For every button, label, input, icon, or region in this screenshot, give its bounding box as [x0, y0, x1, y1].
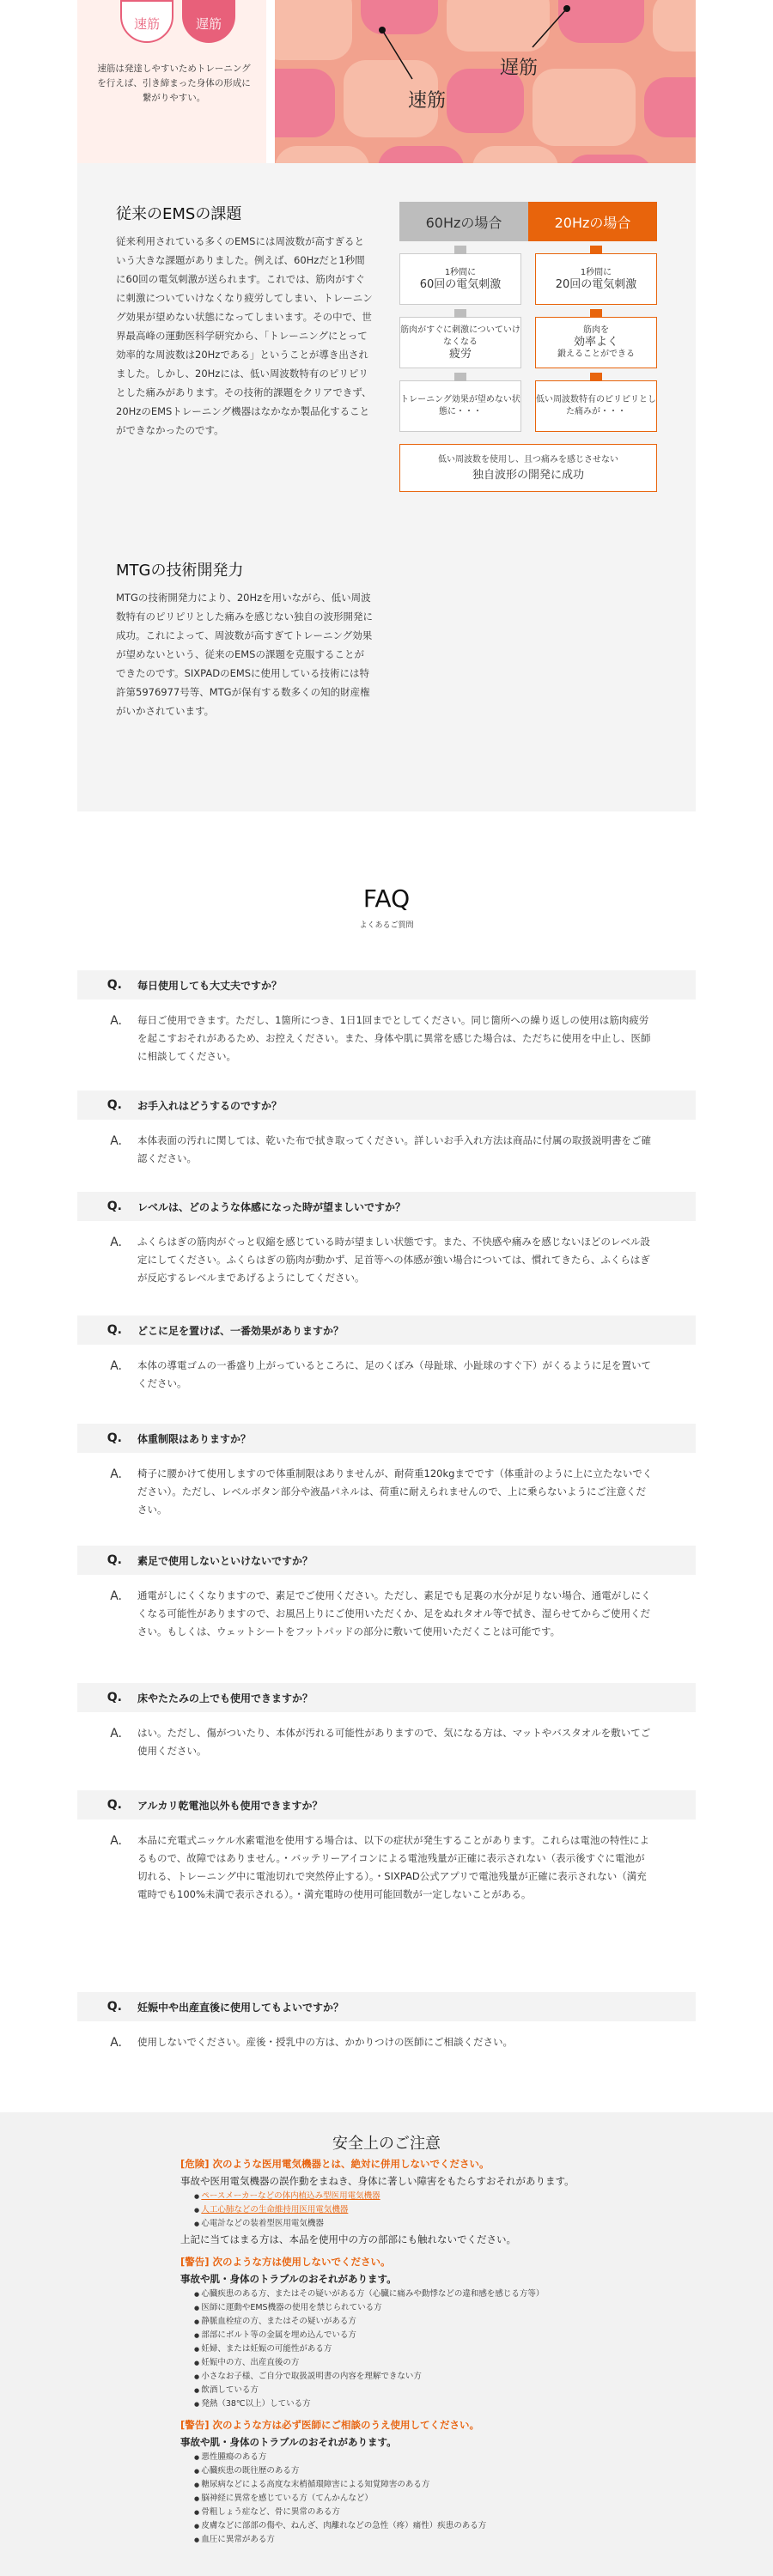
pointer-lines: [275, 0, 696, 163]
danger-note: 上記に当てはまる方は、本品を使用中の方の部部にも触れないでください。: [180, 2233, 516, 2245]
faq-item: [77, 1546, 696, 1641]
faq-question[interactable]: Q. 床やたたみの上でも使用できますか？: [77, 1683, 696, 1712]
warning-item: ● 脳神経に異常を感じている方（てんかんなど）: [194, 2492, 601, 2506]
result-box: 低い周波数を使用し、且つ痛みを感じさせない 独自波形の開発に成功: [399, 444, 657, 492]
warning-subheading-1: 事故や肌・身体のトラブルのおそれがあります。: [180, 2273, 397, 2285]
danger-item[interactable]: 人工心肺などの生命維持用医用電気機器: [201, 2205, 349, 2215]
warning-item: ● 飲酒している方: [194, 2384, 601, 2397]
muscle-section: [77, 0, 696, 163]
faq-answer: A. 本体表面の汚れに関しては、乾いた布で拭き取ってください。詳しいお手入れ方法は商品に付属の取扱説明書をご確認ください。: [110, 1134, 651, 1164]
faq-item: [77, 1790, 696, 1904]
header-20hz: 20Hzの場合: [528, 202, 657, 241]
warning-item: ● 皮膚などに部部の傷や、ねんざ、肉離れなどの急性（疼）痛性）疾患のある方: [194, 2519, 601, 2533]
danger-text: 事故や医用電気機器の誤作動をまねき、身体に著しい障害をもたらすおそれがあります。: [180, 2175, 575, 2187]
faq-question[interactable]: Q. アルカリ乾電池以外も使用できますか？: [77, 1790, 696, 1820]
faq-item: [77, 970, 696, 1066]
ems-issue-title: 従来のEMSの課題: [116, 205, 242, 223]
ems-section: [77, 163, 696, 811]
fast-muscle-label: 速筋: [408, 90, 447, 112]
60hz-step-2: 筋肉がすぐに刺激についていけなくなる 疲労: [399, 317, 521, 368]
mtg-tech-text: MTGの技術開発力により、20Hzを用いながら、低い周波数特有のピリピリとした痛みを感じない独自の波形開発に成功。これによって、周波数が高すぎてトレーニング効果が望めないという、従来のEMSの課題を克服することができたのです。SIXPADのEMSに使用している技術には特許第5976977号等、MTGが保有する数多くの知的財産権がいかされています。: [116, 592, 373, 717]
60hz-step-3: トレーニング効果が望めない状態に・・・: [399, 380, 521, 432]
warning-item: ● 妊娠中の方、出産直後の方: [194, 2356, 601, 2370]
faq-answer: A. 通電がしにくくなりますので、素足でご使用ください。ただし、素足でも足裏の水分が足りない場合、通電がしにくくなる可能性がありますので、お風呂上りにご使用いただくか、足をぬれタオル等で拭き、湿らせてからご使用ください。もしくは、ウェットシートをフットパッドの部分に敷いて使用いただくことは可能です。: [110, 1589, 651, 1637]
fast-muscle-tab[interactable]: 速筋: [120, 0, 173, 43]
faq-answer: A. 本体の導電ゴムの一番盛り上がっているところに、足のくぼみ（母趾球、小趾球のすぐ下）がくるように足を置いてください。: [110, 1359, 651, 1389]
warning-list-2: [180, 2451, 601, 2547]
warning-item: ● 悪性腫瘍のある方: [194, 2451, 601, 2464]
warning-item: ● 発熱（38℃以上）している方: [194, 2397, 601, 2411]
warning-item: ● 部部にボルト等の金属を埋め込んでいる方: [194, 2329, 601, 2342]
slow-muscle-tab[interactable]: 遅筋: [182, 0, 235, 43]
warning-item: ● 心臓疾患の既往歴のある方: [194, 2464, 601, 2478]
faq-item: [77, 1424, 696, 1519]
muscle-description: 速筋は発達しやすいためトレーニングを行えば、引き締まった身体の形成に繋がりやすい。: [97, 64, 251, 103]
safety-title: 安全上のご注意: [332, 2135, 441, 2153]
warning-item: ● 医師に運動やEMS機器の使用を禁じられている方: [194, 2301, 601, 2315]
20hz-step-2: 筋肉を 効率よく 鍛えることができる: [535, 317, 657, 368]
danger-item: 心電計などの装着型医用電気機器: [201, 2219, 324, 2228]
danger-list: [180, 2190, 601, 2231]
faq-question[interactable]: Q. レベルは、どのような体感になった時が望ましいですか？: [77, 1192, 696, 1221]
faq-item: [77, 1315, 696, 1393]
muscle-info-panel: [77, 0, 266, 163]
danger-heading: [危険] 次のような医用電気機器とは、絶対に併用しないでください。: [180, 2158, 490, 2170]
warning-item: ● 糖尿病などによる高度な末梢循環障害による知覚障害のある方: [194, 2478, 601, 2492]
warning-item: ● 血圧に異常がある方: [194, 2533, 601, 2547]
60hz-step-1: 1秒間に 60回の電気刺激: [399, 253, 521, 305]
warning-item: ● 骨粗しょう症など、骨に異常のある方: [194, 2506, 601, 2519]
faq-item: [77, 1683, 696, 1760]
faq-question[interactable]: Q. 毎日使用しても大丈夫ですか？: [77, 970, 696, 999]
faq-answer: A. 使用しないでください。産後・授乳中の方は、かかりつけの医師にご相談ください。: [110, 2036, 513, 2050]
faq-answer: A. 本品に充電式ニッケル水素電池を使用する場合は、以下の症状が発生することがあります。これらは電池の特性によるもので、故障ではありません。・バッテリーアイコンによる電池残量が正確に表示されない（表示後すぐに電池が切れる、トレーニング中に電池切れで突然停止する）。・SIXPAD公式アプリで電池残量が正確に表示されない（満充電時でも100%未満で表示される）。・満充電時の使用可能回数が一定しないことがある。: [110, 1834, 650, 1900]
warning-list-1: [180, 2287, 601, 2411]
warning-heading-1: [警告] 次のような方は使用しないでください。: [180, 2256, 391, 2268]
warning-item: ● 静脈血栓症の方、またはその疑いがある方: [194, 2315, 601, 2329]
20hz-step-1: 1秒間に 20回の電気刺激: [535, 253, 657, 305]
safety-body: [180, 2155, 601, 2547]
faq-answer: A. ふくらはぎの筋肉がぐっと収縮を感じている時が望ましい状態です。また、不快感や痛みを感じないほどのレベル設定にしてください。ふくらはぎの筋肉が動かず、足首等への体感が強い場合については、慣れてきたら、ふくらはぎが反応するレベルまであげるようにしてください。: [110, 1236, 650, 1284]
warning-subheading-2: 事故や肌・身体のトラブルのおそれがあります。: [180, 2436, 397, 2448]
faq-answer: A. 椅子に腰かけて使用しますので体重制限はありませんが、耐荷重120kgまでです（体重計のように上に立たないでください）。ただし、レベルボタン部分や液晶パネルは、荷重に耐えられませんので、上に乗らないようにご注意ください。: [110, 1467, 653, 1516]
warning-item: ● 妊婦、または妊娠の可能性がある方: [194, 2342, 601, 2356]
faq-question[interactable]: Q. どこに足を置けば、一番効果がありますか？: [77, 1315, 696, 1345]
faq-title: FAQ: [362, 884, 411, 913]
slow-muscle-label: 遅筋: [500, 58, 539, 79]
faq-question[interactable]: Q. 素足で使用しないといけないですか？: [77, 1546, 696, 1575]
danger-item[interactable]: ペースメーカーなどの体内植込み型医用電気機器: [201, 2191, 380, 2201]
warning-item: ● 心臓疾患のある方、またはその疑いがある方（心臓に痛みや動悸などの違和感を感じる方等）: [194, 2287, 601, 2301]
faq-item: [77, 1192, 696, 1287]
mtg-tech-title: MTGの技術開発力: [116, 562, 244, 580]
warning-heading-2: [警告] 次のような方は必ず医師にご相談のうえ使用してください。: [180, 2419, 480, 2431]
frequency-comparison: [399, 202, 657, 492]
safety-section: [0, 2112, 773, 2576]
faq-answer: A. はい。ただし、傷がついたり、本体が汚れる可能性がありますので、気になる方は、マットやバスタオルを敷いてご使用ください。: [110, 1727, 651, 1757]
faq-question[interactable]: Q. 妊娠中や出産直後に使用してもよいですか？: [77, 1992, 696, 2021]
warning-item: ● 小さなお子様、ご自分で取扱説明書の内容を理解できない方: [194, 2370, 601, 2384]
ems-issue-text: 従来利用されている多くのEMSには周波数が高すぎるという大きな課題がありました。例えば、60Hzだと1秒間に60回の電気刺激が送られます。これでは、筋肉がすぐに刺激についていけなくなり疲労してしまい、トレーニング効果が望めない状態になってしまいます。その中で、世界最高峰の運動医科学研究から、「トレーニングにとって効率的な周波数は20Hzである」ということが導き出されました。しかし、20Hzには、低い周波数特有のピリピリとした痛みがあります。その技術的課題をクリアできず、20HzのEMSトレーニング機器はなかなか製品化することができなかったのです。: [116, 235, 373, 436]
faq-item: [77, 1091, 696, 1168]
faq-question[interactable]: Q. お手入れはどうするのですか？: [77, 1091, 696, 1120]
faq-item: [77, 1992, 696, 2052]
faq-answer: A. 毎日ご使用できます。ただし、1箇所につき、1日1回までとしてください。同じ箇所への繰り返しの使用は筋肉疲労を起こすおそれがあるため、お控えください。また、身体や肌に異常を感じた場合は、ただちに使用を中止し、医師に相談してください。: [110, 1014, 651, 1062]
muscle-fiber-image: [275, 0, 696, 163]
faq-question[interactable]: Q. 体重制限はありますか？: [77, 1424, 696, 1453]
20hz-step-3: 低い周波数特有のピリピリとした痛みが・・・: [535, 380, 657, 432]
header-60hz: 60Hzの場合: [399, 202, 528, 241]
faq-subtitle: よくあるご質問: [359, 921, 414, 930]
